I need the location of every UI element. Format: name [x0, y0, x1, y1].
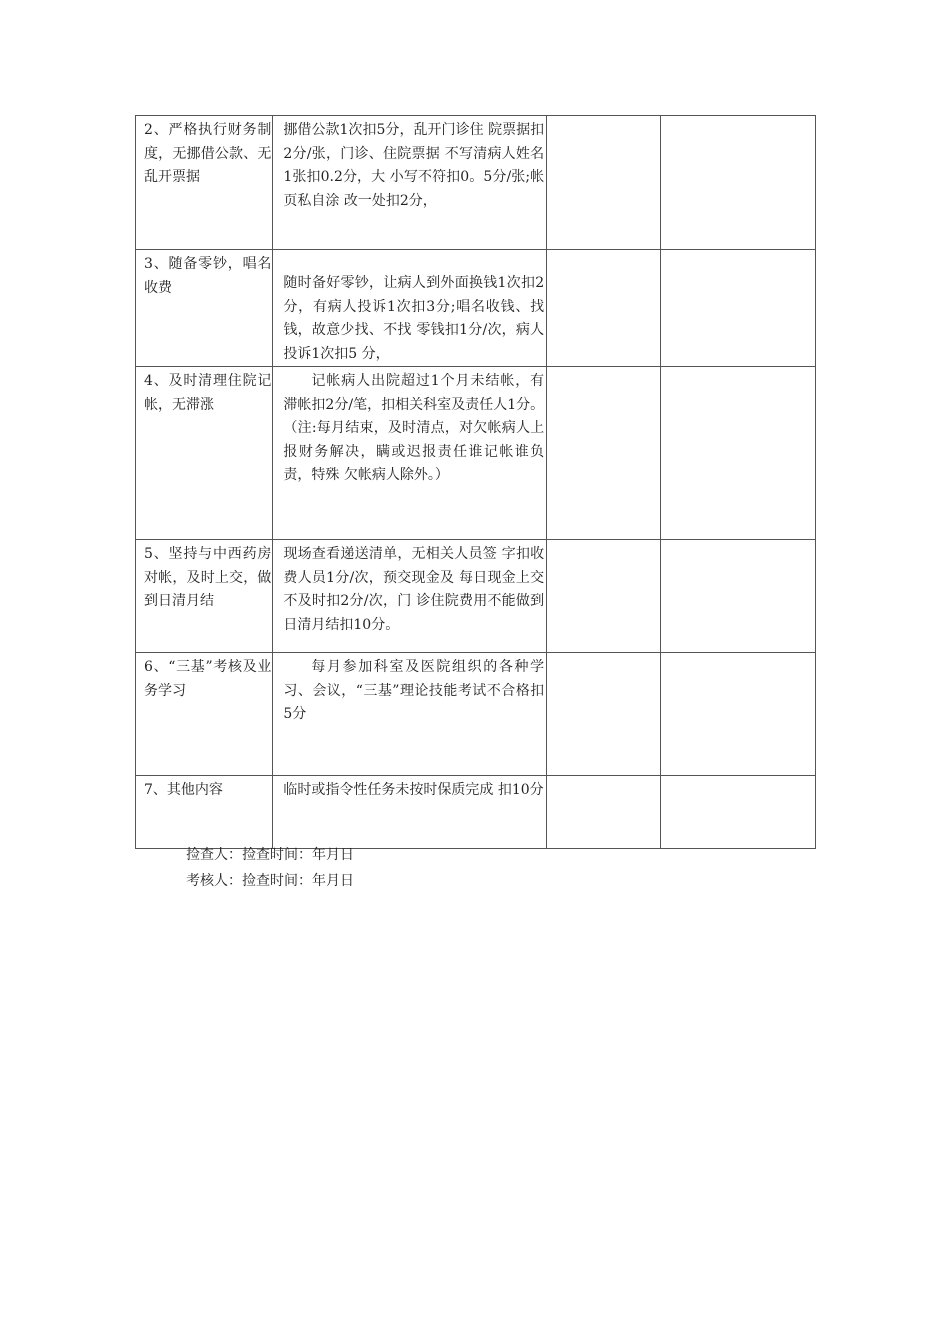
- item-cell: 7、其他内容: [136, 776, 273, 849]
- score-cell[interactable]: [547, 250, 660, 367]
- remark-cell[interactable]: [660, 540, 815, 653]
- table-row: [136, 776, 816, 849]
- score-cell[interactable]: [547, 540, 660, 653]
- table-row: [136, 653, 816, 776]
- remark-cell[interactable]: [660, 653, 815, 776]
- table-row: [136, 367, 816, 540]
- table-row: [136, 116, 816, 250]
- item-cell: 4、及时清理住院记帐，无滞涨: [136, 367, 273, 540]
- item-cell: 6、“三基”考核及业务学习: [136, 653, 273, 776]
- item-cell: 5、坚持与中西药房对帐，及时上交，做到日清月结: [136, 540, 273, 653]
- score-cell[interactable]: [547, 776, 660, 849]
- item-cell: 3、随备零钞，唱名收费: [136, 250, 273, 367]
- rule-cell: 每月参加科室及医院组织的各种学习、会议，“三基”理论技能考试不合格扣5分: [273, 653, 547, 776]
- rule-cell: 记帐病人出院超过1个月未结帐，有滞帐扣2分/笔，扣相关科室及责任人1分。（注:每月结束，及时清点，对欠帐病人上报财务解决，瞒或迟报责任谁记帐谁负责，特殊 欠帐病人除外。）: [273, 367, 547, 540]
- remark-cell[interactable]: [660, 367, 815, 540]
- table-row: [136, 250, 816, 367]
- remark-cell[interactable]: [660, 776, 815, 849]
- rule-cell: 临时或指令性任务未按时保质完成 扣10分: [273, 776, 547, 849]
- rule-cell: 挪借公款1次扣5分，乱开门诊住 院票据扣2分/张，门诊、住院票据 不写清病人姓名1张扣0.2分，大 小写不符扣0。5分/张;帐页私自涂 改一处扣2分，: [273, 116, 547, 250]
- score-cell[interactable]: [547, 116, 660, 250]
- item-cell: 2、严格执行财务制度，无挪借公款、无乱开票据: [136, 116, 273, 250]
- score-cell[interactable]: [547, 367, 660, 540]
- rule-cell: 随时备好零钞，让病人到外面换钱1次扣2分，有病人投诉1次扣3分;唱名收钱、找钱，故意少找、不找 零钱扣1分/次，病人投诉1次扣5 分，: [273, 250, 547, 367]
- remark-cell[interactable]: [660, 116, 815, 250]
- assessment-table: [135, 115, 816, 849]
- rule-cell: 现场查看递送清单，无相关人员签 字扣收费人员1分/次，预交现金及 每日现金上交不及时扣2分/次，门 诊住院费用不能做到日清月结扣10分。: [273, 540, 547, 653]
- table-row: [136, 540, 816, 653]
- remark-cell[interactable]: [660, 250, 815, 367]
- score-cell[interactable]: [547, 653, 660, 776]
- checker-signature-line: 捡查人：捡查时间：年月日: [186, 847, 354, 863]
- assessor-signature-line: 考核人：捡查时间：年月日: [186, 873, 354, 889]
